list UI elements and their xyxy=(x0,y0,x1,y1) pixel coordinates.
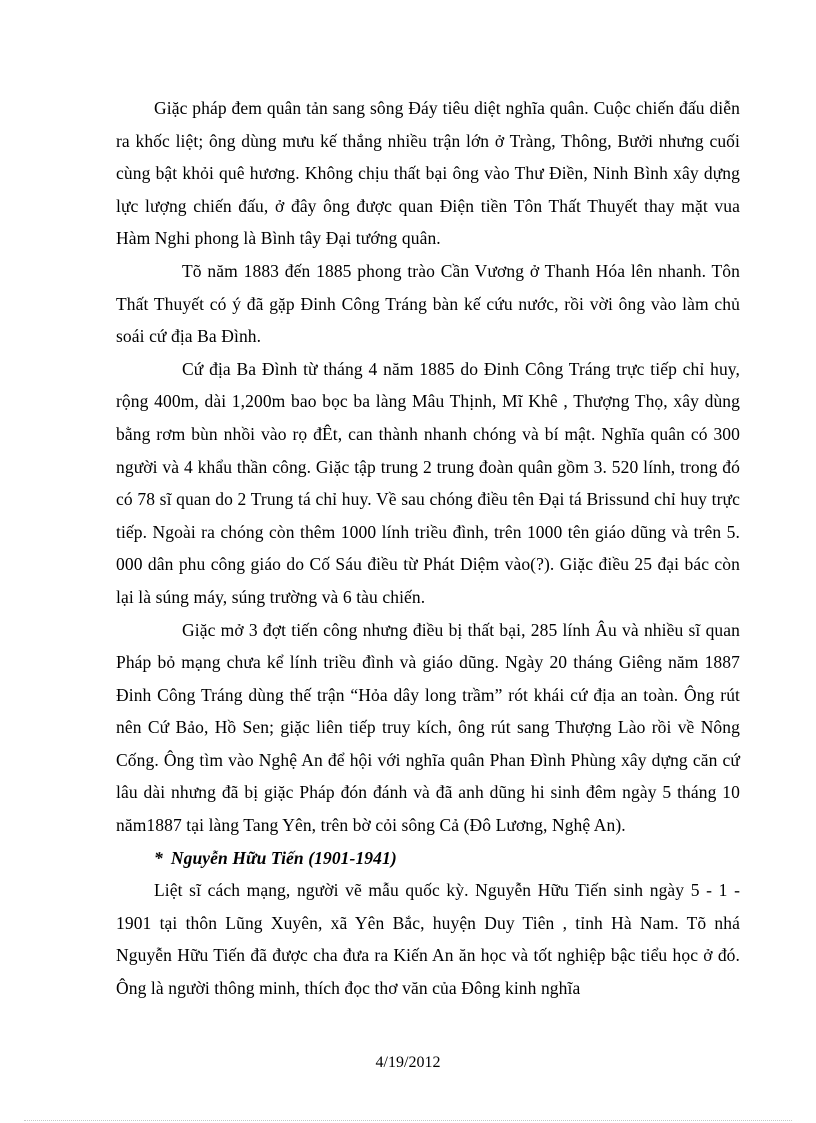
page-bottom-divider xyxy=(24,1120,792,1121)
section-heading xyxy=(116,842,740,875)
page-footer-date: 4/19/2012 xyxy=(375,1054,441,1071)
paragraph-french-attack: Giặc pháp đem quân tản sang sông Đáy tiêu diệt nghĩa quân. Cuộc chiến đấu diễn ra khốc liệt; ông dùng mưu kế thắng nhiều trận lớn ở Tràng, Thông, Bưởi nhưng cuối cùng bật khỏi quê hương. Không chịu thất bại ông vào Thư Điền, Ninh Bình xây dựng lực lượng chiến đấu, ở đây ông được quan Điện tiền Tôn Thất Thuyết thay mặt vua Hàm Nghi phong là Bình tây Đại tướng quân. xyxy=(116,98,740,249)
paragraph-nguyen-huu-tien: Liệt sĩ cách mạng, người vẽ mẫu quốc kỳ. Nguyễn Hữu Tiến sinh ngày 5 - 1 - 1901 tại thôn Lũng Xuyên, xã Yên Bắc, huyện Duy Tiên , tỉnh Hà Nam. Tõ nhá Nguyễn Hữu Tiến đã được cha đưa ra Kiến An ăn học và tốt nghiệp bậc tiểu học ở đó. Ông là người thông minh, thích đọc thơ văn của Đông kinh nghĩa xyxy=(116,880,740,999)
paragraph-french-offensive: Giặc mở 3 đợt tiến công nhưng điều bị thất bại, 285 lính Âu và nhiều sĩ quan Pháp bỏ mạng chưa kể lính triều đình và giáo dũng. Ngày 20 tháng Giêng năm 1887 Đinh Công Tráng dùng thế trận “Hỏa dây long trầm” rót khái cứ địa an toàn. Ông rút nên Cứ Bảo, Hồ Sen; giặc liên tiếp truy kích, ông rút sang Thượng Lào rồi về Nông Cống. Ông tìm vào Nghệ An để hội với nghĩa quân Phan Đình Phùng xây dựng căn cứ lâu dài nhưng đã bị giặc Pháp đón đánh và đã anh dũng hi sinh đêm ngày 5 tháng 10 năm1887 tại làng Tang Yên, trên bờ cỏi sông Cả (Đô Lương, Nghệ An). xyxy=(116,619,740,836)
paragraph-ba-dinh-base: Cứ địa Ba Đình từ tháng 4 năm 1885 do Đinh Công Tráng trực tiếp chỉ huy, rộng 400m, dài 1,200m bao bọc ba làng Mâu Thịnh, Mĩ Khê , Thượng Thọ, xây dùng bằng rơm bùn nhồi vào rọ đÊt, can thành nhanh chóng và bí mật. Nghĩa quân có 300 người và 4 khẩu thần công. Giặc tập trung 2 trung đoàn quân gồm 3. 520 lính, trong đó có 78 sĩ quan do 2 Trung tá chỉ huy. Về sau chóng điều tên Đại tá Brissund chỉ huy trực tiếp. Ngoài ra chóng còn thêm 1000 lính triều đình, trên 1000 tên giáo dũng và trên 5. 000 dân phu công giáo do Cố Sáu điều từ Phát Diệm vào(?). Giặc điều 25 đại bác còn lại là súng máy, súng trường và 6 tàu chiến. xyxy=(116,358,740,607)
paragraph-can-vuong: Tõ năm 1883 đến 1885 phong trào Cần Vương ở Thanh Hóa lên nhanh. Tôn Thất Thuyết có ý đã gặp Đinh Công Tráng bàn kế cứu nước, rồi vời ông vào làm chủ soái cứ địa Ba Đình. xyxy=(116,260,740,347)
heading-bullet: * xyxy=(154,847,163,868)
document-body xyxy=(116,92,740,1005)
heading-title: Nguyễn Hữu Tiến (1901-1941) xyxy=(170,847,397,868)
